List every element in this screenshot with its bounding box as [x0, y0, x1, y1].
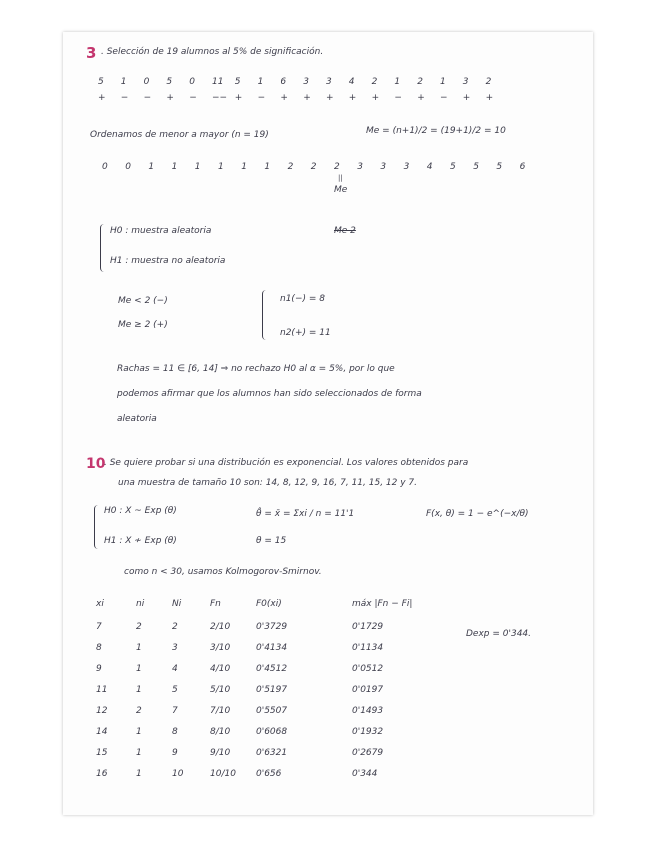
sign-item: + — [462, 93, 471, 103]
table-cell: 1 — [136, 685, 142, 695]
value-item: 2 — [371, 77, 378, 87]
table-cell: 0'5507 — [256, 706, 288, 716]
table-cell: 9/10 — [210, 748, 231, 758]
table-cell: 1 — [136, 643, 142, 653]
theta-estimate: θ̂ = x̄ = Σxi / n = 11'1 — [256, 509, 355, 519]
exercise-3-number: 3 — [86, 44, 97, 62]
sorted-value: 5 — [496, 162, 503, 172]
sign-item: + — [98, 93, 106, 103]
table-cell: 0'4512 — [256, 664, 288, 674]
sign-item: −− — [212, 93, 228, 103]
exercise-10-title-1: . Se quiere probar si una distribución es exponencial. Los valores obtenidos para — [104, 458, 469, 468]
value-item: 11 — [212, 77, 224, 87]
sign-item: + — [371, 93, 380, 103]
value-item: 1 — [120, 77, 127, 87]
sorted-value: 0 — [102, 162, 108, 172]
sorted-value: 1 — [264, 162, 271, 172]
table-cell: 0'1932 — [352, 727, 384, 737]
dexp-result: Dexp = 0'344. — [466, 629, 532, 639]
table-cell: 3 — [172, 643, 178, 653]
sorted-value: 1 — [171, 162, 178, 172]
value-item: 1 — [257, 77, 264, 87]
table-cell: 8 — [172, 727, 178, 737]
table-cell: 11 — [96, 685, 108, 695]
sign-item: + — [234, 93, 243, 103]
exercise-10-title-2: una muestra de tamaño 10 son: 14, 8, 12, 9, 16, 7, 11, 15, 12 y 7. — [118, 478, 417, 488]
table-cell: 0'0197 — [352, 685, 384, 695]
median-mark-line: || — [338, 174, 343, 182]
table-cell: 0'6321 — [256, 748, 288, 758]
table-cell: 1 — [136, 664, 142, 674]
sign-item: + — [326, 93, 334, 103]
exercise-3-title: . Selección de 19 alumnos al 5% de significación. — [101, 47, 324, 57]
sign-item: + — [348, 93, 357, 103]
sign-item: + — [280, 93, 288, 103]
sorted-value: 2 — [310, 162, 317, 172]
value-item: 5 — [98, 77, 104, 87]
ks-h1: H1 : X ≁ Exp (θ) — [104, 536, 177, 546]
sorted-value: 3 — [380, 162, 387, 172]
ks-hypothesis-brace — [94, 505, 101, 549]
table-cell: 0'4134 — [256, 643, 288, 653]
table-header: Ni — [172, 599, 182, 609]
table-cell: 15 — [96, 748, 108, 758]
table-cell: 7 — [172, 706, 178, 716]
ks-h0: H0 : X ~ Exp (θ) — [104, 506, 177, 516]
n1-text: n1(−) = 8 — [280, 294, 325, 304]
table-cell: 7 — [96, 622, 102, 632]
table-cell: 2/10 — [210, 622, 231, 632]
table-cell: 0'344 — [352, 769, 378, 779]
table-cell: 0'1493 — [352, 706, 384, 716]
table-cell: 0'2679 — [352, 748, 384, 758]
value-item: 5 — [234, 77, 241, 87]
table-cell: 0'5197 — [256, 685, 288, 695]
h1-text: H1 : muestra no aleatoria — [110, 256, 226, 266]
table-cell: 4/10 — [210, 664, 231, 674]
table-cell: 4 — [172, 664, 178, 674]
sign-item: − — [440, 93, 448, 103]
method-text: como n < 30, usamos Kolmogorov-Smirnov. — [124, 567, 322, 577]
table-header: máx |Fn − Fi| — [352, 599, 413, 609]
sign-item: + — [417, 93, 425, 103]
sorted-value: 3 — [357, 162, 363, 172]
table-cell: 5 — [172, 685, 178, 695]
median-mark: Me — [334, 185, 348, 195]
table-cell: 0'6068 — [256, 727, 288, 737]
value-item: 0 — [189, 77, 195, 87]
table-cell: 2 — [172, 622, 178, 632]
sign-item: + — [166, 93, 174, 103]
median-formula: Me = (n+1)/2 = (19+1)/2 = 10 — [366, 126, 506, 136]
value-item: 5 — [166, 77, 173, 87]
table-cell: 8/10 — [210, 727, 231, 737]
table-cell: 8 — [96, 643, 102, 653]
table-cell: 0'1134 — [352, 643, 384, 653]
table-cell: 0'0512 — [352, 664, 384, 674]
sorted-value: 1 — [218, 162, 224, 172]
sign-item: + — [485, 93, 494, 103]
table-cell: 0'3729 — [256, 622, 288, 632]
value-item: 1 — [440, 77, 446, 87]
value-item: 2 — [417, 77, 423, 87]
sorted-value: 2 — [334, 162, 340, 172]
sign-item: − — [143, 93, 152, 103]
n2-text: n2(+) = 11 — [280, 328, 331, 338]
cdf-formula: F(x, θ) = 1 − e^(−x/θ) — [426, 509, 529, 519]
table-cell: 1 — [136, 748, 142, 758]
table-cell: 9 — [172, 748, 178, 758]
table-cell: 3/10 — [210, 643, 231, 653]
sign-item: − — [189, 93, 197, 103]
crossed-out-text: Me 2 — [334, 226, 356, 236]
value-item: 1 — [394, 77, 401, 87]
table-cell: 2 — [136, 706, 142, 716]
table-cell: 5/10 — [210, 685, 231, 695]
table-header: F0(xi) — [256, 599, 282, 609]
sign-item: − — [257, 93, 266, 103]
value-item: 0 — [143, 77, 150, 87]
counts-brace — [262, 290, 269, 340]
conclusion-line-2: podemos afirmar que los alumnos han sido seleccionados de forma — [117, 389, 422, 399]
value-item: 2 — [485, 77, 492, 87]
value-item: 3 — [303, 77, 309, 87]
table-header: xi — [96, 599, 104, 609]
sorted-value: 3 — [403, 162, 410, 172]
value-item: 4 — [348, 77, 355, 87]
sign-item: + — [303, 93, 311, 103]
table-cell: 10 — [172, 769, 184, 779]
table-cell: 16 — [96, 769, 108, 779]
table-cell: 14 — [96, 727, 108, 737]
sorted-value: 4 — [426, 162, 433, 172]
conclusion-line-1: Rachas = 11 ∈ [6, 14] ⇒ no rechazo H0 al α = 5%, por lo que — [117, 364, 395, 374]
sorted-value: 1 — [241, 162, 247, 172]
table-cell: 9 — [96, 664, 102, 674]
table-header: Fn — [210, 599, 221, 609]
me-greater-text: Me ≥ 2 (+) — [118, 320, 168, 330]
sorted-value: 0 — [125, 162, 131, 172]
table-cell: 12 — [96, 706, 108, 716]
table-cell: 2 — [136, 622, 142, 632]
table-cell: 1 — [136, 727, 142, 737]
h0-text: H0 : muestra aleatoria — [110, 226, 212, 236]
value-item: 6 — [280, 77, 287, 87]
order-text: Ordenamos de menor a mayor (n = 19) — [90, 130, 269, 140]
sorted-value: 6 — [519, 162, 526, 172]
theta-value: θ = 15 — [256, 536, 287, 546]
sorted-value: 1 — [148, 162, 155, 172]
table-cell: 1 — [136, 769, 142, 779]
sorted-value: 5 — [473, 162, 479, 172]
table-header: ni — [136, 599, 145, 609]
table-cell: 0'1729 — [352, 622, 384, 632]
value-item: 3 — [326, 77, 332, 87]
table-cell: 10/10 — [210, 769, 236, 779]
hypothesis-brace — [100, 224, 107, 272]
value-item: 3 — [462, 77, 469, 87]
me-less-text: Me < 2 (−) — [118, 296, 168, 306]
table-cell: 0'656 — [256, 769, 282, 779]
sign-item: − — [394, 93, 402, 103]
sign-item: − — [120, 93, 129, 103]
sorted-value: 2 — [287, 162, 294, 172]
sorted-value: 1 — [194, 162, 201, 172]
table-cell: 7/10 — [210, 706, 231, 716]
conclusion-line-3: aleatoria — [117, 414, 157, 424]
exercise-10-number: 10 — [86, 456, 106, 472]
sorted-value: 5 — [450, 162, 456, 172]
